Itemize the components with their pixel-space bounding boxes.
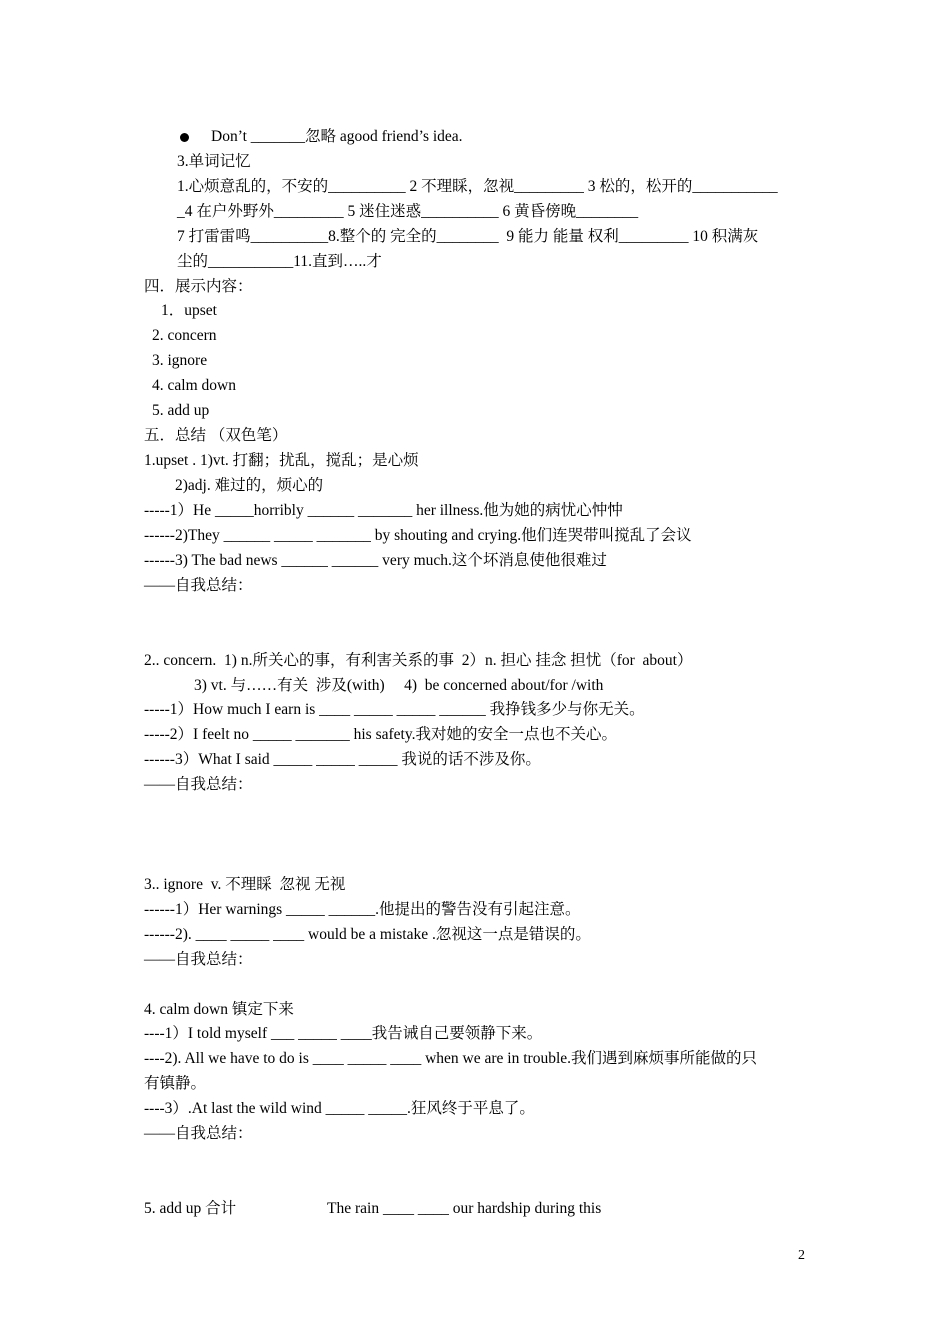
upset-example: ------3) The bad news ______ ______ very much.这个坏消息使他很难过 bbox=[144, 552, 607, 569]
concern-example: -----2）I feelt no _____ _______ his safety.我对她的安全一点也不关心。 bbox=[144, 726, 617, 743]
list-item: 4. calm down bbox=[152, 377, 236, 394]
upset-def: 2)adj. 难过的，烦心的 bbox=[175, 477, 324, 494]
calm-down-def: 4. calm down 镇定下来 bbox=[144, 1001, 294, 1018]
add-up-example: The rain ____ ____ our hardship during this bbox=[327, 1200, 602, 1217]
vocab-line: 1.心烦意乱的，不安的__________ 2 不理睬，忽视_________ 3 松的，松开的___________ bbox=[177, 178, 778, 195]
add-up-def: 5. add up 合计 bbox=[144, 1200, 237, 1217]
list-item: 3. ignore bbox=[152, 352, 208, 369]
concern-def: 2.. concern. 1) n.所关心的事，有利害关系的事 2）n. 担心 挂念 担忧（for about） bbox=[144, 652, 693, 669]
calm-down-example: ----3）.At last the wild wind _____ _____.狂风终于平息了。 bbox=[144, 1100, 535, 1117]
vocab-line: _4 在户外野外_________ 5 迷住迷惑__________ 6 黄昏傍晚________ bbox=[177, 203, 639, 220]
concern-example: ------3）What I said _____ _____ _____ 我说的话不涉及你。 bbox=[144, 751, 541, 768]
vocab-line: 尘的___________11.直到…..才 bbox=[177, 253, 382, 270]
list-item: 2. concern bbox=[152, 327, 217, 344]
bullet-dot bbox=[180, 133, 189, 142]
list-item: 1．upset bbox=[161, 302, 217, 319]
page-number: 2 bbox=[798, 1248, 805, 1263]
upset-example: ------2)They ______ _____ _______ by shouting and crying.他们连哭带叫搅乱了会议 bbox=[144, 527, 692, 544]
ignore-example: ------2). ____ _____ ____ would be a mistake .忽视这一点是错误的。 bbox=[144, 926, 591, 943]
vocab-line: 7 打雷雷鸣__________8.整个的 完全的________ 9 能力 能量 权利_________ 10 积满灰 bbox=[177, 228, 759, 245]
calm-down-example: ----1）I told myself ___ _____ ____我告诫自己要领静下来。 bbox=[144, 1025, 543, 1042]
self-summary: ——自我总结： bbox=[144, 951, 253, 968]
list-item: 5. add up bbox=[152, 402, 210, 419]
bullet-line: Don’t _______忽略 agood friend’s idea. bbox=[211, 128, 463, 145]
self-summary: ——自我总结： bbox=[144, 776, 253, 793]
vocab-heading: 3.单词记忆 bbox=[177, 153, 251, 170]
ignore-example: ------1）Her warnings _____ ______.他提出的警告没有引起注意。 bbox=[144, 901, 581, 918]
concern-def: 3) vt. 与……有关 涉及(with) 4) be concerned about/for /with bbox=[194, 677, 604, 694]
upset-def: 1.upset . 1)vt. 打翻；扰乱，搅乱；是心烦 bbox=[144, 452, 419, 469]
self-summary: ——自我总结： bbox=[144, 1125, 253, 1142]
concern-example: -----1）How much I earn is ____ _____ _____ ______ 我挣钱多少与你无关。 bbox=[144, 701, 645, 718]
upset-example: -----1）He _____horribly ______ _______ her illness.他为她的病忧心忡忡 bbox=[144, 502, 623, 519]
calm-down-example: ----2). All we have to do is ____ _____ ____ when we are in trouble.我们遇到麻烦事所能做的只 bbox=[144, 1050, 758, 1067]
self-summary: ——自我总结： bbox=[144, 577, 253, 594]
section4-heading: 四．展示内容： bbox=[144, 278, 253, 295]
calm-down-example: 有镇静。 bbox=[144, 1075, 207, 1092]
ignore-def: 3.. ignore v. 不理睬 忽视 无视 bbox=[144, 876, 346, 893]
section5-heading: 五．总结 （双色笔） bbox=[144, 427, 288, 444]
